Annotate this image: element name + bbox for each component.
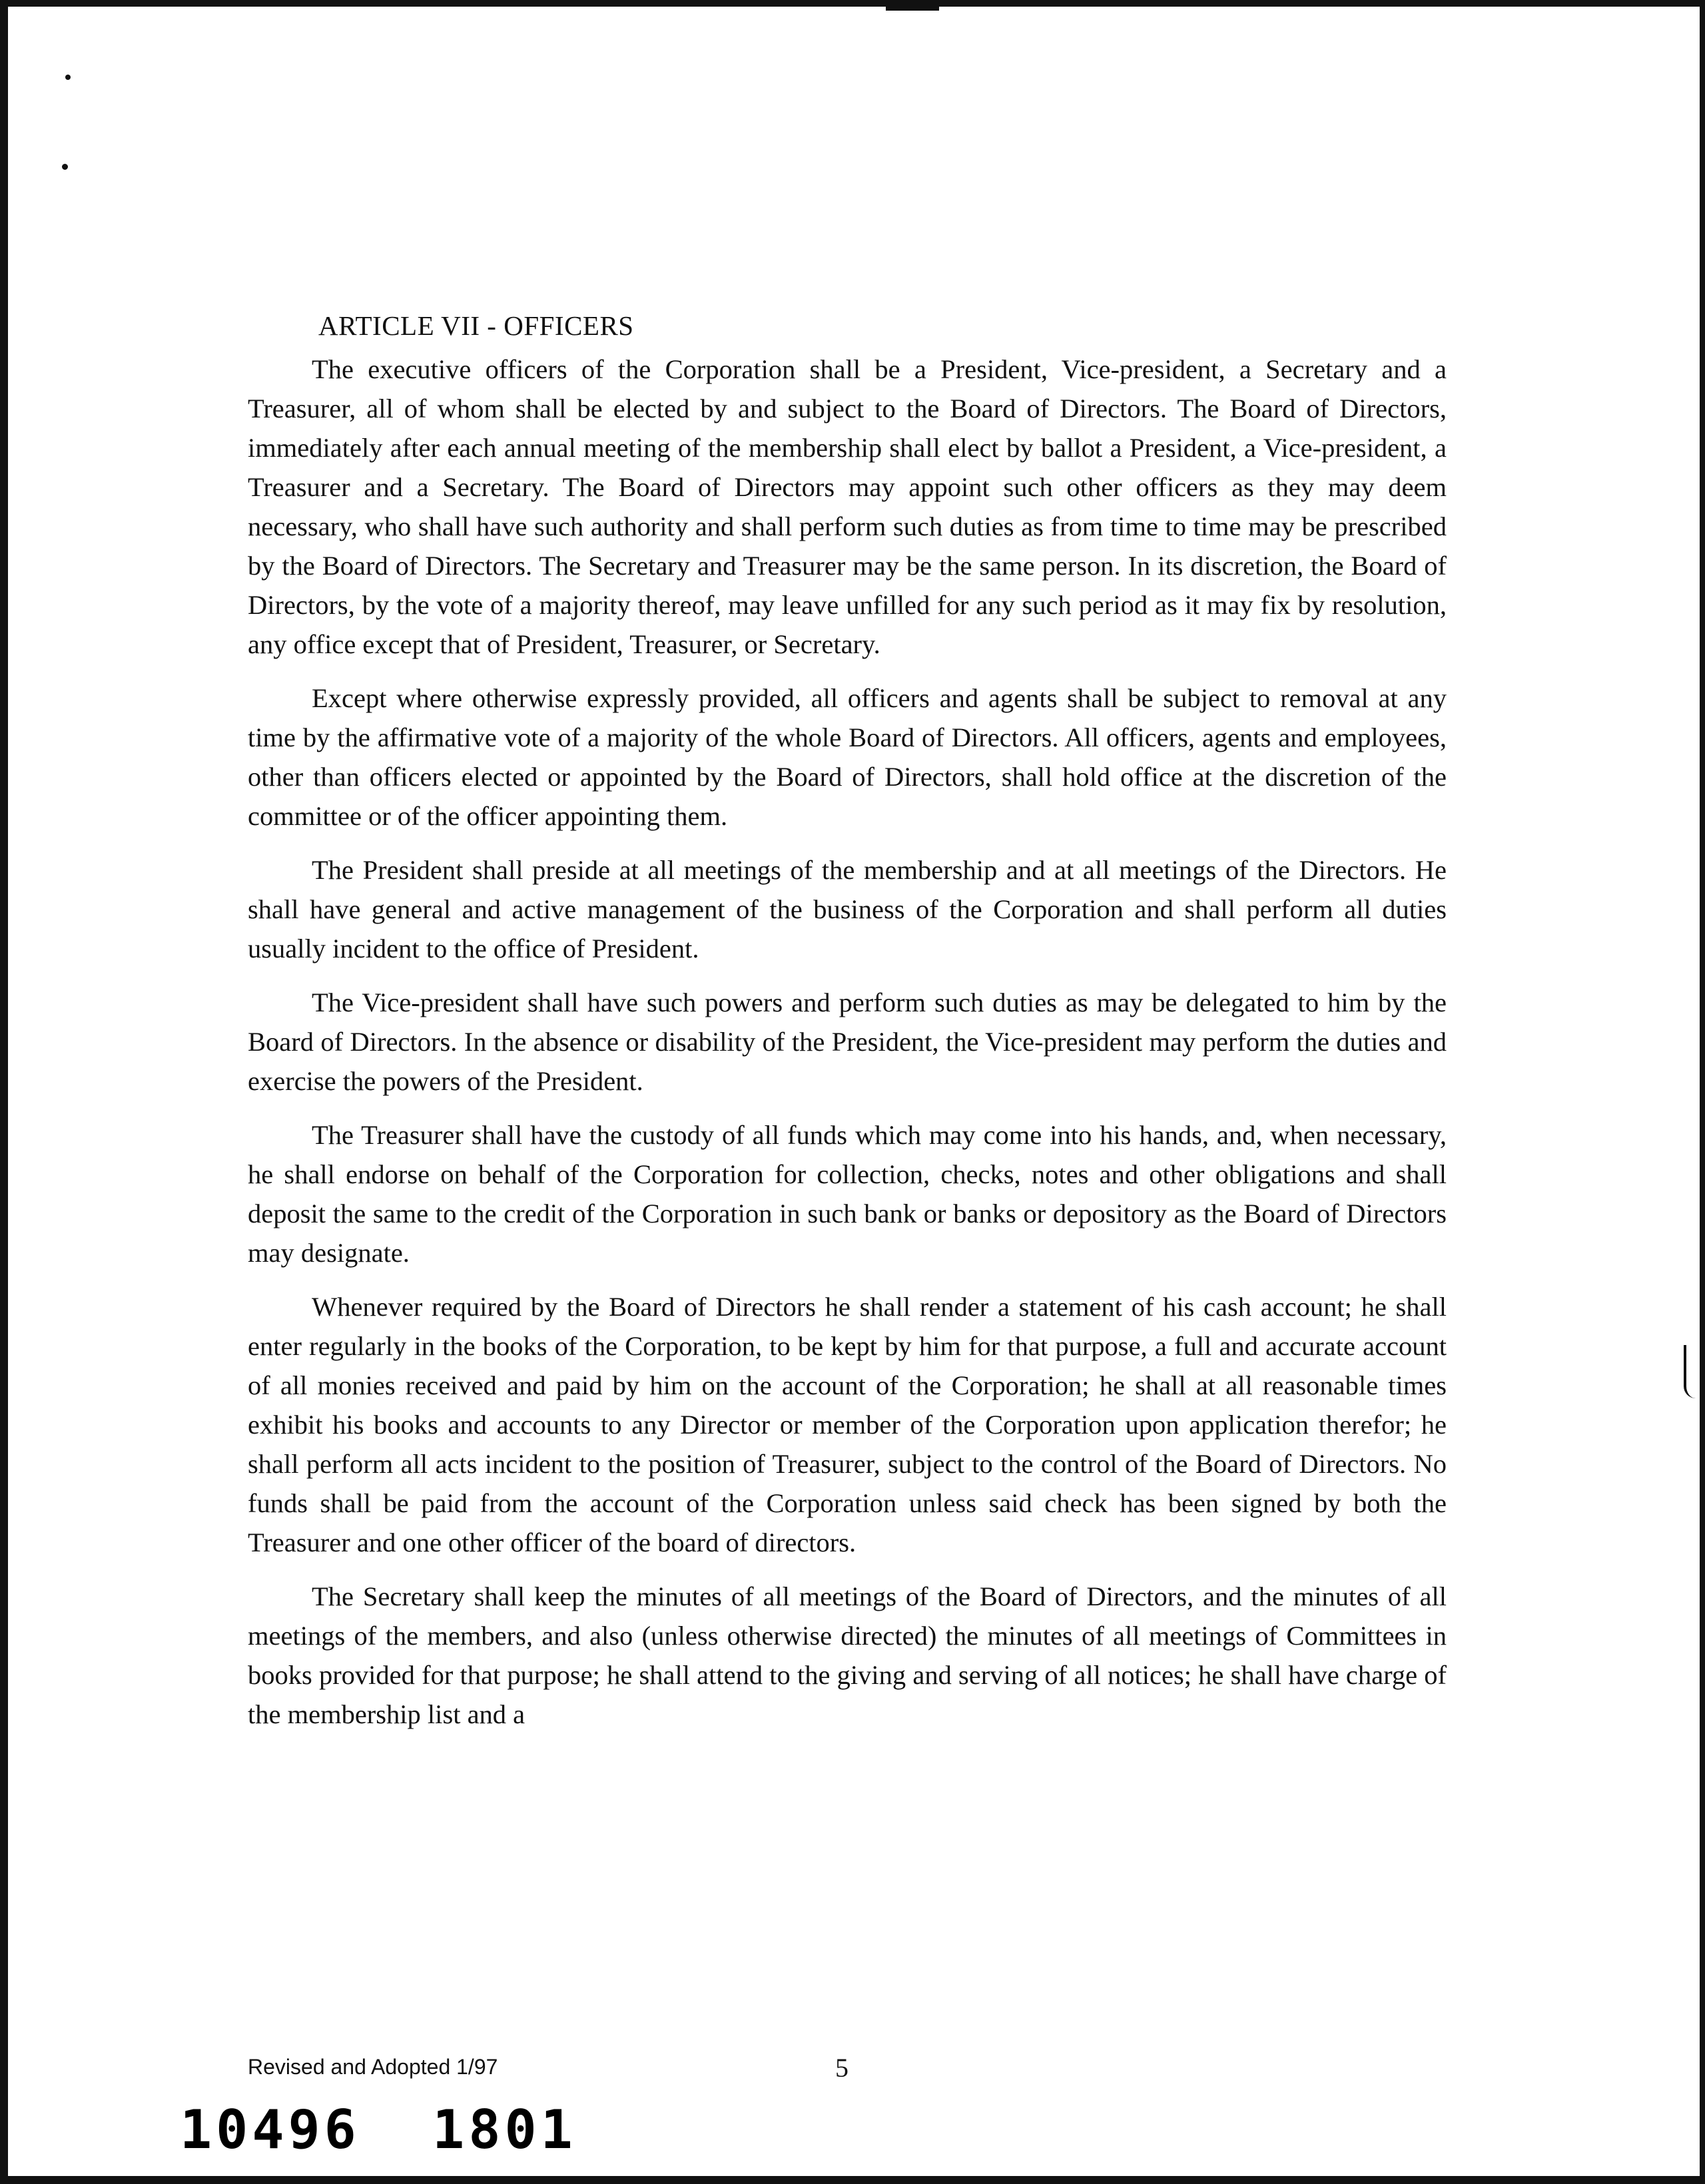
scan-speck — [62, 164, 68, 170]
paragraph-secretary: The Secretary shall keep the minutes of all meetings of the Board of Directors, and the minutes of all meetings of the members, and also (unless otherwise directed) the minutes of all meetings of Committees in books provided for that purpose; he shall attend to the giving and serving of all notices; he shall have charge of the membership list and a — [248, 1581, 1447, 1729]
scan-border-left — [0, 0, 8, 2184]
paragraph-treasurer-accounts: Whenever required by the Board of Directors he shall render a statement of his cash account; he shall enter regularly in the books of the Corporation, to be kept by him for that purpose, a full and accurate account of all monies received and paid by him on the account of the Corporation; he shall at all reasonable times exhibit his books and accounts to any Director or member of the Corporation upon application therefor; he shall perform all acts incident to the position of Treasurer, subject to the control of the Board of Directors. No funds shall be paid from the account of the Corporation unless said check has been signed by both the Treasurer and one other officer of the board of directors. — [248, 1292, 1447, 1557]
revision-note: Revised and Adopted 1/97 — [248, 2055, 498, 2079]
scan-mark — [886, 7, 939, 11]
article-heading: ARTICLE VII - OFFICERS — [318, 310, 634, 341]
scan-border-top — [0, 0, 1705, 7]
paragraph-officers: The executive officers of the Corporation shall be a President, Vice-president, a Secretary and a Treasurer, all of whom shall be elected by and subject to the Board of Directors. The Board of Directors, immediately after each annual meeting of the membership shall elect by ballot a President, a Vice-president, a Treasurer and a Secretary. The Board of Directors may appoint such other officers as they may deem necessary, who shall have such authority and shall perform such duties as from time to time may be prescribed by the Board of Directors. The Secretary and Treasurer may be the same person. In its discretion, the Board of Directors, by the vote of a majority thereof, may leave unfilled for any such period as it may fix by resolution, any office except that of President, Treasurer, or Secretary. — [248, 354, 1447, 659]
scan-edge-mark — [1684, 1345, 1696, 1398]
document-body — [248, 306, 1447, 1749]
page-number: 5 — [835, 2053, 849, 2083]
scan-border-right — [1700, 0, 1705, 2184]
scan-border-bottom — [0, 2176, 1705, 2184]
scan-speck — [65, 75, 71, 80]
paragraph-vice-president: The Vice-president shall have such powers and perform such duties as may be delegated to him by the Board of Directors. In the absence or disability of the President, the Vice-president may perform the duties and exercise the powers of the President. — [248, 987, 1447, 1096]
document-id: 10496 1801 — [180, 2099, 577, 2161]
paragraph-removal: Except where otherwise expressly provided, all officers and agents shall be subject to removal at any time by the affirmative vote of a majority of the whole Board of Directors. All officers, agents and employees, other than officers elected or appointed by the Board of Directors, shall hold office at the discretion of the committee or of the officer appointing them. — [248, 683, 1447, 831]
paragraph-treasurer: The Treasurer shall have the custody of all funds which may come into his hands, and, when necessary, he shall endorse on behalf of the Corporation for collection, checks, notes and other obligations and shall deposit the same to the credit of the Corporation in such bank or banks or depository as the Board of Directors may designate. — [248, 1120, 1447, 1268]
paragraph-president: The President shall preside at all meetings of the membership and at all meetings of the Directors. He shall have general and active management of the business of the Corporation and shall perform all duties usually incident to the office of President. — [248, 855, 1447, 963]
